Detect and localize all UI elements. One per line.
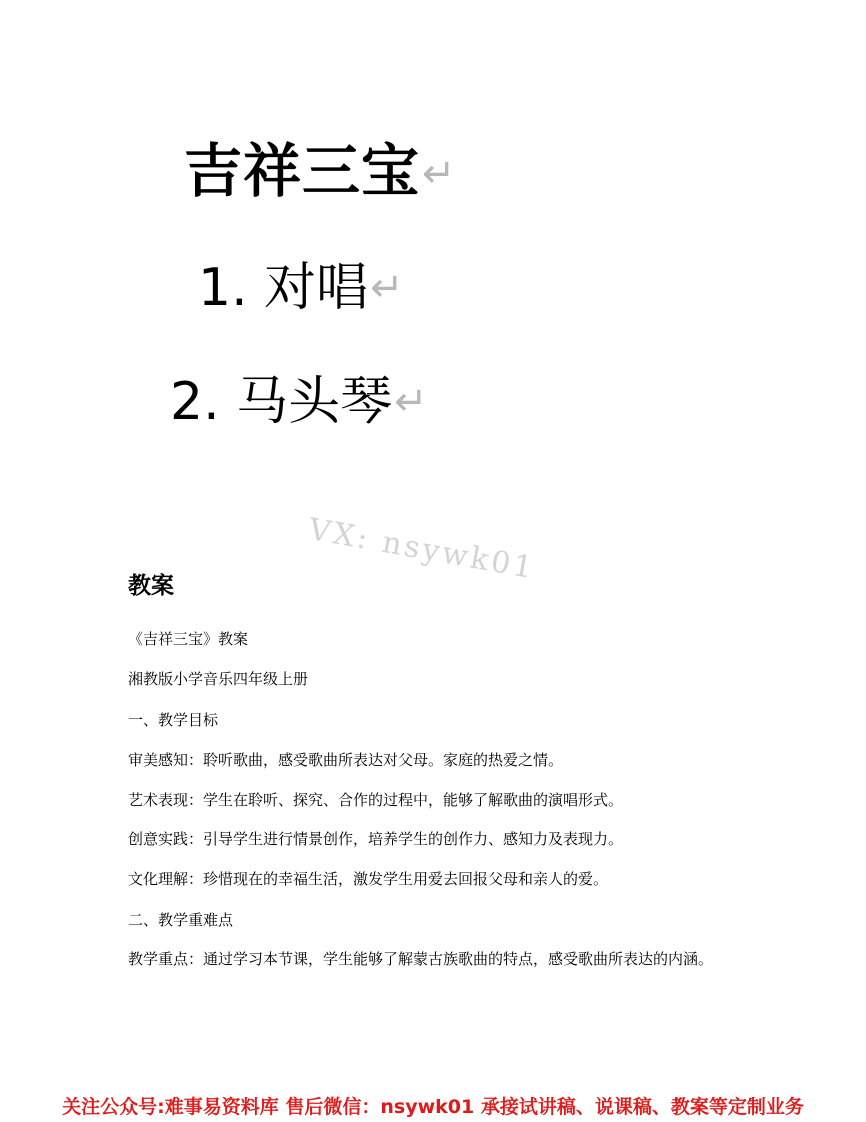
paragraph-mark-icon: ↵ (394, 379, 428, 425)
doc-title: 《吉祥三宝》教案 (128, 630, 249, 648)
textbook-line: 湘教版小学音乐四年级上册 (128, 670, 309, 688)
cover-item-morin-khuur: 2. 马头琴↵ (170, 372, 428, 432)
goal-cultural: 文化理解：珍惜现在的幸福生活，激发学生用爱去回报父母和亲人的爱。 (128, 870, 609, 888)
footer-banner: 关注公众号:难事易资料库 售后微信：nsywk01 承接试讲稿、说课稿、教案等定制业务 (62, 1096, 804, 1118)
cover-item-duet: 1. 对唱↵ (198, 258, 404, 318)
cover-title: 吉祥三宝↵ (184, 137, 457, 205)
goal-creative: 创意实践：引导学生进行情景创作，培养学生的创作力、感知力及表现力。 (128, 830, 624, 848)
paragraph-mark-icon: ↵ (422, 151, 457, 197)
section-key-points: 二、教学重难点 (128, 911, 234, 929)
goal-aesthetic: 审美感知：聆听歌曲，感受歌曲所表达对父母。家庭的热爱之情。 (128, 751, 564, 769)
goal-artistic: 艺术表现：学生在聆听、探究、合作的过程中，能够了解歌曲的演唱形式。 (128, 791, 624, 809)
watermark: VX: nsywk01 (305, 512, 538, 587)
paragraph-mark-icon: ↵ (370, 265, 404, 311)
key-point-paragraph: 教学重点：通过学习本节课，学生能够了解蒙古族歌曲的特点，感受歌曲所表达的内涵。 (128, 950, 714, 968)
section-teaching-goals: 一、教学目标 (128, 711, 219, 729)
lesson-heading: 教案 (128, 573, 174, 599)
